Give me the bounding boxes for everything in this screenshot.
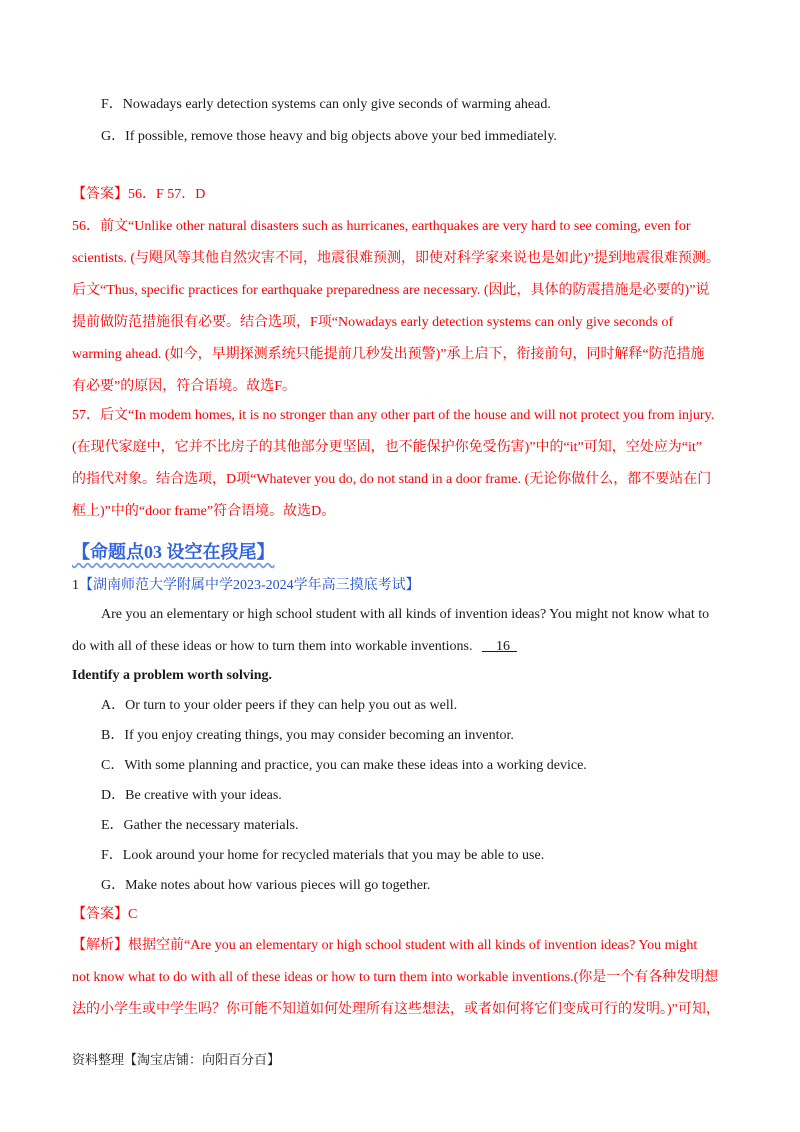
explanation-line: 提前做防范措施很有必要。结合选项，F项“Nowadays early detection systems can only give seconds of (72, 315, 674, 330)
option-e: E．Gather the necessary materials. (101, 818, 299, 833)
section-heading (72, 539, 740, 565)
option-f: F．Look around your home for recycled materials that you may be able to use. (101, 848, 545, 863)
option-g-prev: G．If possible, remove those heavy and big objects above your bed immediately. (101, 129, 557, 144)
option-f-prev: F．Nowadays early detection systems can only give seconds of warming ahead. (101, 97, 551, 112)
bold-heading: Identify a problem worth solving. (72, 668, 273, 683)
analysis-line: 法的小学生或中学生吗？你可能不知道如何处理所有这些想法，或者如何将它们变成可行的发明。)”可知， (72, 1002, 720, 1017)
option-b: B．If you enjoy creating things, you may consider becoming an inventor. (101, 728, 514, 743)
explanation-line: scientists. (与飓风等其他自然灾害不同，地震很难预测，即使对科学家来说也是如此)”提到地震很难预测。 (72, 251, 720, 266)
question-source-text: 【湖南师范大学附属中学2023-2024学年高三摸底考试】 (79, 578, 420, 593)
blank-number (482, 639, 517, 654)
analysis-line: not know what to do with all of these ideas or how to turn them into workable inventions.(你是一个有各种发明想 (72, 970, 719, 985)
explanation-line: 57．后文“In modem homes, it is no stronger than any other part of the house and will not protect you from injury. (72, 408, 715, 423)
question-number: 1 (72, 578, 79, 593)
explanation-line: 的指代对象。结合选项，D项“Whatever you do, do not stand in a door frame. (无论你做什么，都不要站在门 (72, 472, 712, 487)
option-a: A．Or turn to your older peers if they can help you out as well. (101, 698, 458, 713)
answer-label: 【答案】56．F 57．D (72, 187, 206, 202)
explanation-line: (在现代家庭中，它并不比房子的其他部分更坚固，也不能保护你免受伤害)”中的“it”可知，空处应为“it” (72, 440, 702, 455)
section-heading-text: 【命题点03 设空在段尾】 (72, 542, 275, 562)
answer-label: 【答案】C (72, 907, 138, 922)
passage-line: Are you an elementary or high school student with all kinds of invention ideas? You might not know what to (101, 607, 710, 622)
option-g: G．Make notes about how various pieces will go together. (101, 878, 431, 893)
option-c: C．With some planning and practice, you can make these ideas into a working device. (101, 758, 587, 773)
blank-number-text: 16 (495, 639, 510, 654)
explanation-line: warming ahead. (如今，早期探测系统只能提前几秒发出预警)”承上启下，衔接前句，同时解释“防范措施 (72, 347, 705, 362)
question-source (72, 576, 740, 596)
option-d: D．Be creative with your ideas. (101, 788, 282, 803)
passage-text: do with all of these ideas or how to turn them into workable inventions. (72, 639, 473, 654)
passage-line (72, 637, 740, 657)
explanation-line: 56．前文“Unlike other natural disasters such as hurricanes, earthquakes are very hard to see coming, even for (72, 219, 691, 234)
footer-text: 资料整理【淘宝店铺：向阳百分百】 (72, 1052, 281, 1067)
explanation-line: 后文“Thus, specific practices for earthquake preparedness are necessary. (因此，具体的防震措施是必要的)”说 (72, 283, 710, 298)
explanation-line: 框上)”中的“door frame”符合语境。故选D。 (72, 504, 336, 519)
explanation-line: 有必要”的原因，符合语境。故选F。 (72, 379, 296, 394)
analysis-line: 【解析】根据空前“Are you an elementary or high school student with all kinds of invention ideas? You might (72, 938, 698, 953)
